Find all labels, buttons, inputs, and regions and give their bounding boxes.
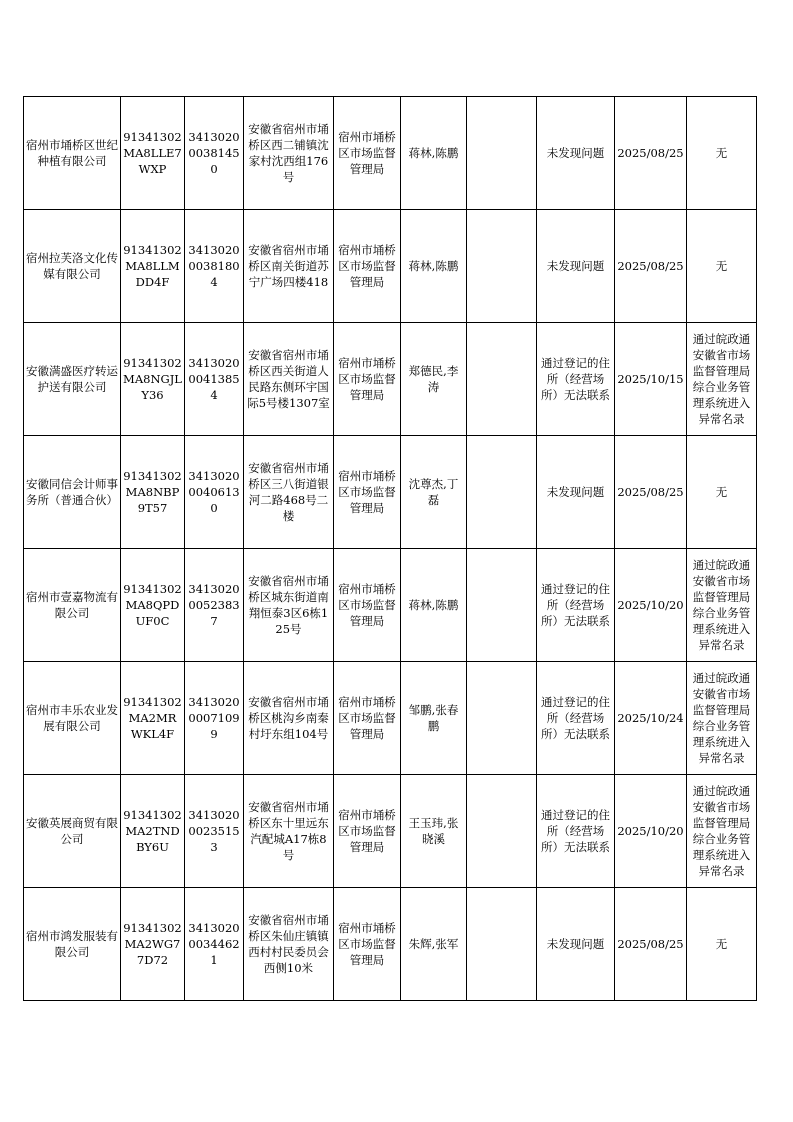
address-cell: 安徽省宿州市埇桥区朱仙庄镇镇西村村民委员会西侧10米 (244, 888, 334, 1001)
registration-number-cell: 341302000523837 (185, 549, 244, 662)
credit-code-cell: 91341302MA2TNDBY6U (121, 775, 185, 888)
authority-cell: 宿州市埇桥区市场监督管理局 (334, 662, 401, 775)
remark-cell: 无 (687, 888, 757, 1001)
registration-number-cell: 341302000406130 (185, 436, 244, 549)
credit-code-cell: 91341302MA8QPDUF0C (121, 549, 185, 662)
table-row (24, 888, 757, 1001)
authority-cell: 宿州市埇桥区市场监督管理局 (334, 436, 401, 549)
credit-code-cell: 91341302MA8LLMDD4F (121, 210, 185, 323)
registration-number-cell: 341302000381450 (185, 97, 244, 210)
address-cell: 安徽省宿州市埇桥区西二铺镇沈家村沈西组176号 (244, 97, 334, 210)
address-cell: 安徽省宿州市埇桥区三八街道银河二路468号二楼 (244, 436, 334, 549)
registration-number-cell: 341302000235153 (185, 775, 244, 888)
date-cell: 2025/08/25 (615, 210, 687, 323)
empty-cell (467, 888, 537, 1001)
registration-number-cell: 341302000413854 (185, 323, 244, 436)
company-name-cell: 宿州市鸿发服装有限公司 (24, 888, 121, 1001)
remark-cell: 通过皖政通安徽省市场监督管理局综合业务管理系统进入异常名录 (687, 549, 757, 662)
credit-code-cell: 91341302MA2MRWKL4F (121, 662, 185, 775)
inspection-result-cell: 通过登记的住所（经营场所）无法联系 (537, 549, 615, 662)
company-name-cell: 安徽同信会计师事务所（普通合伙） (24, 436, 121, 549)
empty-cell (467, 662, 537, 775)
inspection-result-cell: 通过登记的住所（经营场所）无法联系 (537, 775, 615, 888)
authority-cell: 宿州市埇桥区市场监督管理局 (334, 888, 401, 1001)
company-name-cell: 宿州市壹嘉物流有限公司 (24, 549, 121, 662)
inspectors-cell: 邹鹏,张春鹏 (401, 662, 467, 775)
authority-cell: 宿州市埇桥区市场监督管理局 (334, 549, 401, 662)
empty-cell (467, 549, 537, 662)
table-body (24, 97, 757, 1001)
company-name-cell: 宿州拉芙洛文化传媒有限公司 (24, 210, 121, 323)
credit-code-cell: 91341302MA8LLE7WXP (121, 97, 185, 210)
address-cell: 安徽省宿州市埇桥区东十里远东汽配城A17栋8号 (244, 775, 334, 888)
remark-cell: 通过皖政通安徽省市场监督管理局综合业务管理系统进入异常名录 (687, 775, 757, 888)
address-cell: 安徽省宿州市埇桥区桃沟乡南秦村圩东组104号 (244, 662, 334, 775)
credit-code-cell: 91341302MA2WG77D72 (121, 888, 185, 1001)
table-row (24, 662, 757, 775)
date-cell: 2025/08/25 (615, 436, 687, 549)
date-cell: 2025/08/25 (615, 888, 687, 1001)
authority-cell: 宿州市埇桥区市场监督管理局 (334, 210, 401, 323)
date-cell: 2025/10/24 (615, 662, 687, 775)
remark-cell: 通过皖政通安徽省市场监督管理局综合业务管理系统进入异常名录 (687, 323, 757, 436)
table-row (24, 323, 757, 436)
registration-number-cell: 341302000071099 (185, 662, 244, 775)
company-name-cell: 宿州市埇桥区世纪种植有限公司 (24, 97, 121, 210)
inspection-result-cell: 未发现问题 (537, 97, 615, 210)
inspection-result-cell: 通过登记的住所（经营场所）无法联系 (537, 323, 615, 436)
table-row (24, 210, 757, 323)
empty-cell (467, 97, 537, 210)
company-name-cell: 安徽满盛医疗转运护送有限公司 (24, 323, 121, 436)
date-cell: 2025/10/20 (615, 775, 687, 888)
inspection-result-cell: 未发现问题 (537, 436, 615, 549)
table-row (24, 436, 757, 549)
table-row (24, 549, 757, 662)
registration-number-cell: 341302000381804 (185, 210, 244, 323)
inspectors-cell: 蒋林,陈鹏 (401, 97, 467, 210)
table-row (24, 775, 757, 888)
address-cell: 安徽省宿州市埇桥区西关街道人民路东侧环宇国际5号楼1307室 (244, 323, 334, 436)
empty-cell (467, 436, 537, 549)
inspectors-cell: 蒋林,陈鹏 (401, 210, 467, 323)
table-row (24, 97, 757, 210)
registration-number-cell: 341302000344621 (185, 888, 244, 1001)
company-name-cell: 宿州市丰乐农业发展有限公司 (24, 662, 121, 775)
inspectors-cell: 郑德民,李涛 (401, 323, 467, 436)
company-name-cell: 安徽英展商贸有限公司 (24, 775, 121, 888)
remark-cell: 无 (687, 97, 757, 210)
remark-cell: 通过皖政通安徽省市场监督管理局综合业务管理系统进入异常名录 (687, 662, 757, 775)
empty-cell (467, 775, 537, 888)
inspectors-cell: 沈尊杰,丁磊 (401, 436, 467, 549)
inspection-table (23, 96, 757, 1001)
remark-cell: 无 (687, 210, 757, 323)
empty-cell (467, 210, 537, 323)
inspectors-cell: 蒋林,陈鹏 (401, 549, 467, 662)
address-cell: 安徽省宿州市埇桥区南关街道苏宁广场四楼418 (244, 210, 334, 323)
inspection-result-cell: 通过登记的住所（经营场所）无法联系 (537, 662, 615, 775)
inspection-result-cell: 未发现问题 (537, 888, 615, 1001)
inspectors-cell: 王玉玮,张晓溪 (401, 775, 467, 888)
authority-cell: 宿州市埇桥区市场监督管理局 (334, 775, 401, 888)
date-cell: 2025/10/20 (615, 549, 687, 662)
date-cell: 2025/10/15 (615, 323, 687, 436)
credit-code-cell: 91341302MA8NBP9T57 (121, 436, 185, 549)
authority-cell: 宿州市埇桥区市场监督管理局 (334, 323, 401, 436)
empty-cell (467, 323, 537, 436)
address-cell: 安徽省宿州市埇桥区城东街道南翔恒泰3区6栋125号 (244, 549, 334, 662)
authority-cell: 宿州市埇桥区市场监督管理局 (334, 97, 401, 210)
credit-code-cell: 91341302MA8NGJLY36 (121, 323, 185, 436)
inspection-result-cell: 未发现问题 (537, 210, 615, 323)
date-cell: 2025/08/25 (615, 97, 687, 210)
inspectors-cell: 朱辉,张军 (401, 888, 467, 1001)
remark-cell: 无 (687, 436, 757, 549)
